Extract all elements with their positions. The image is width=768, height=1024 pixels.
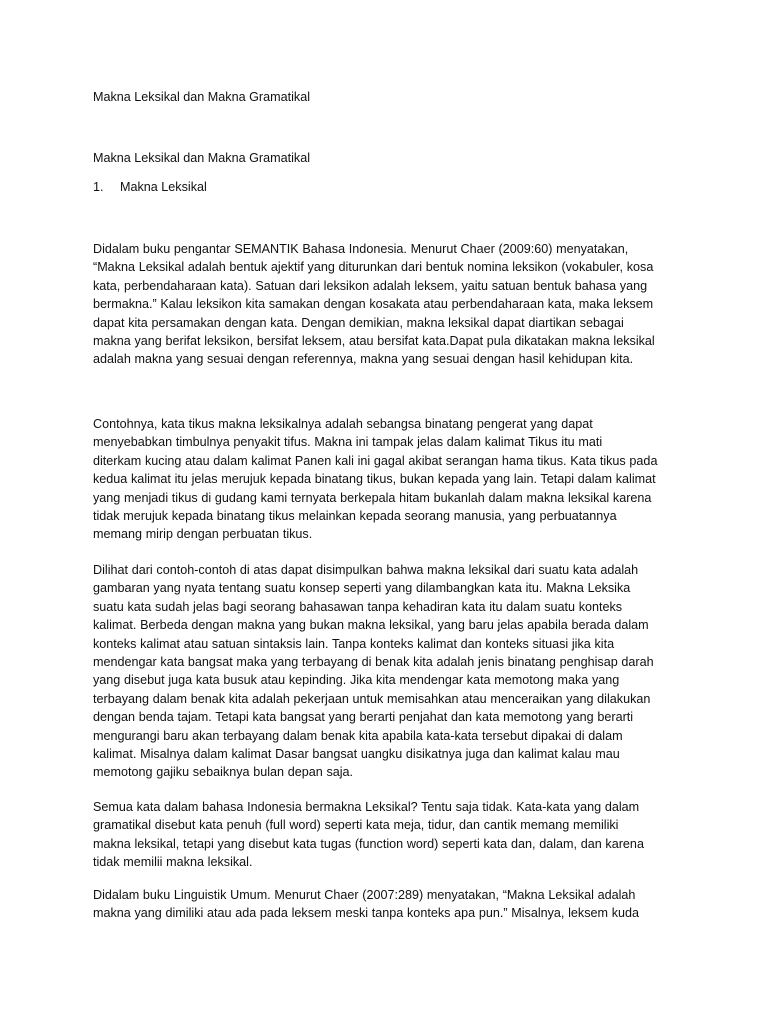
document-title: Makna Leksikal dan Makna Gramatikal: [93, 90, 310, 104]
paragraph-example-tikus: Contohnya, kata tikus makna leksikalnya adalah sebangsa binatang pengerat yang dapat menyebabkan timbulnya penyakit tifus. Makna ini tampak jelas dalam kalimat Tikus itu mati diterkam kucing atau dalam kalimat Panen kali ini gagal akibat serangan hama tikus. Kata tikus pada kedua kalimat itu jelas merujuk kepada binatang tikus, bukan kepada yang lain. Tetapi dalam kalimat yang menjadi tikus di gudang kami ternyata berkepala hitam bukanlah dalam makna leksikal karena tidak merujuk kepada binatang tikus melainkan kepada seorang manusia, yang perbuatannya memang mirip dengan perbuatan tikus.: [93, 417, 658, 542]
section-label: Makna Leksikal: [120, 180, 207, 194]
paragraph-definition-semantik: Didalam buku pengantar SEMANTIK Bahasa Indonesia. Menurut Chaer (2009:60) menyatakan, “Makna Leksikal adalah bentuk ajektif yang diturunkan dari bentuk nomina leksikon (vokabuler, kosa kata, perbendaharaan kata). Satuan dari leksikon adalah leksem, yaitu satuan bentuk bahasa yang bermakna.” Kalau leksikon kita samakan dengan kosakata atau perbendaharaan kata, maka leksem dapat kita persamakan dengan kata. Dengan demikian, makna leksikal dapat diartikan sebagai makna yang berifat leksikon, bersifat leksem, atau bersifat kata.Dapat pula dikatakan makna leksikal adalah makna yang sesuai dengan referennya, makna yang sesuai dengan hasil kehidupan kita.: [93, 242, 655, 367]
paragraph-conclusion: Dilihat dari contoh-contoh di atas dapat disimpulkan bahwa makna leksikal dari suatu kata adalah gambaran yang nyata tentang suatu konsep seperti yang dilambangkan kata itu. Makna Leksika suatu kata sudah jelas bagi seorang bahasawan tanpa kehadiran kata itu dalam suatu konteks kalimat. Berbeda dengan makna yang bukan makna leksikal, yang baru jelas apabila berada dalam konteks kalimat atau satuan sintaksis lain. Tanpa konteks kalimat dan konteks situasi jika kita mendengar kata bangsat maka yang terbayang di benak kita adalah jenis binatang penghisap darah yang disebut juga kata busuk atau kepinding. Jika kita mendengar kata memotong maka yang terbayang dalam benak kita adalah pekerjaan untuk memisahkan atau menceraikan yang dilakukan dengan benda tajam. Tetapi kata bangsat yang berarti penjahat dan kata memotong yang berarti mengurangi baru akan terbayang dalam benak kita apabila kata-kata tersebut dipakai di dalam kalimat. Misalnya dalam kalimat Dasar bangsat uangku disikatnya juga dan kalimat kalau mau memotong gajiku sebaiknya bulan depan saja.: [93, 563, 654, 780]
section-number: 1.: [93, 180, 104, 194]
document-subtitle: Makna Leksikal dan Makna Gramatikal: [93, 151, 310, 165]
section-heading: [93, 178, 207, 196]
paragraph-function-words: Semua kata dalam bahasa Indonesia bermakna Leksikal? Tentu saja tidak. Kata-kata yang dalam gramatikal disebut kata penuh (full word) seperti kata meja, tidur, dan cantik memang memiliki makna leksikal, tetapi yang disebut kata tugas (function word) seperti kata dan, dalam, dan karena tidak memilii makna leksikal.: [93, 800, 644, 870]
paragraph-definition-linguistik: Didalam buku Linguistik Umum. Menurut Chaer (2007:289) menyatakan, “Makna Leksikal adalah makna yang dimiliki atau ada pada leksem meski tanpa konteks apa pun.” Misalnya, leksem kuda: [93, 888, 640, 921]
